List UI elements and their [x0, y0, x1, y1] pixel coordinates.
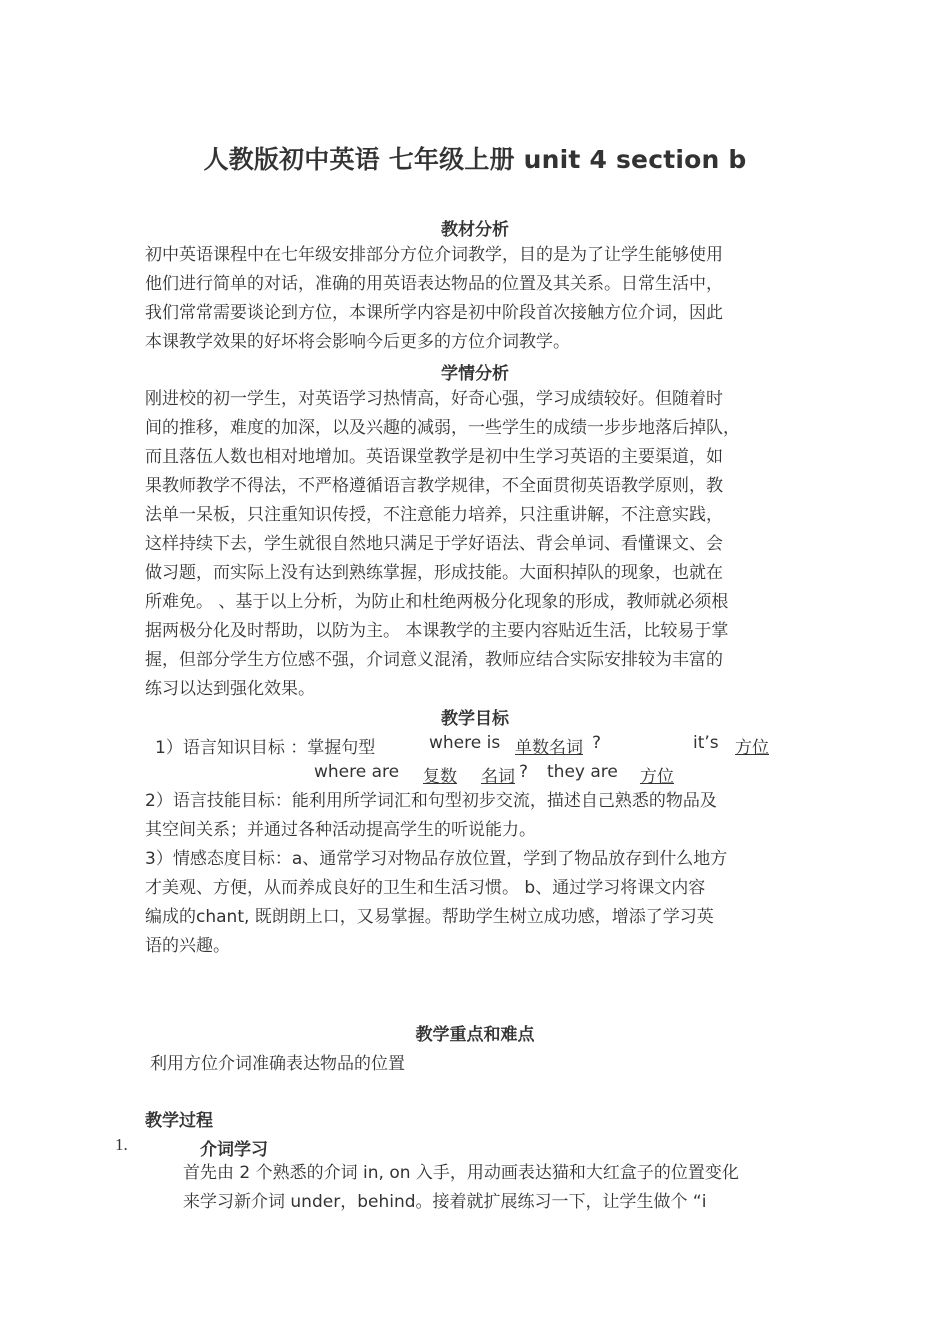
process-item-1-body	[183, 1159, 813, 1217]
text-line: 语的兴趣。	[145, 936, 230, 956]
goal-item-3	[145, 845, 810, 961]
text-line: 间的推移，难度的加深，以及兴趣的减弱，一些学生的成绩一步步地落后掉队，	[145, 418, 740, 438]
text-line: 法单一呆板，只注重知识传授，不注意能力培养，只注重讲解，不注意实践，	[145, 505, 723, 525]
heading-key-points: 教学重点和难点	[415, 1025, 535, 1045]
goal-item-2	[145, 787, 810, 845]
paragraph-student-analysis	[145, 385, 810, 704]
text-line: 3）情感态度目标：a、通常学习对物品存放位置，学到了物品放存到什么地方	[145, 849, 728, 869]
goal-1-text: where is	[429, 733, 501, 753]
heading-student-analysis: 学情分析	[441, 364, 509, 384]
text-line: 据两极分化及时帮助，以防为主。 本课教学的主要内容贴近生活，比较易于掌	[145, 621, 729, 641]
goal-1-text: where are	[314, 762, 400, 782]
list-number: 1.	[115, 1135, 128, 1154]
goal-1-underlined: 方位	[640, 767, 674, 787]
text-line: 他们进行简单的对话，准确的用英语表达物品的位置及其关系。日常生活中，	[145, 274, 723, 294]
text-line: 本课教学效果的好坏将会影响今后更多的方位介词教学。	[145, 332, 570, 352]
text-line: 做习题，而实际上没有达到熟练掌握，形成技能。大面积掉队的现象，也就在	[145, 563, 723, 583]
document-title: 人教版初中英语 七年级上册 unit 4 section b	[203, 145, 747, 174]
heading-teaching-goals: 教学目标	[441, 709, 509, 729]
goal-1-underlined: 复数	[423, 767, 457, 787]
key-points-text: 利用方位介词准确表达物品的位置	[150, 1054, 405, 1074]
heading-teaching-process: 教学过程	[145, 1111, 213, 1131]
goal-1-underlined: 方位	[735, 738, 769, 758]
text-line: 初中英语课程中在七年级安排部分方位介词教学，目的是为了让学生能够使用	[145, 245, 723, 265]
goal-1-underlined: 单数名词	[515, 738, 583, 758]
text-line: 刚进校的初一学生，对英语学习热情高，好奇心强，学习成绩较好。但随着时	[145, 389, 723, 409]
goal-1-text: they are	[547, 762, 618, 782]
goal-1-text: ?	[592, 733, 602, 753]
text-line: 我们常常需要谈论到方位，本课所学内容是初中阶段首次接触方位介词，因此	[145, 303, 723, 323]
text-line: 果教师教学不得法，不严格遵循语言教学规律，不全面贯彻英语教学原则，教	[145, 476, 723, 496]
goal-1-prefix: 1）语言知识目标 ：掌握句型	[155, 738, 376, 758]
goal-1-text: it’s	[693, 733, 719, 753]
text-line: 2）语言技能目标：能利用所学词汇和句型初步交流，描述自己熟悉的物品及	[145, 791, 717, 811]
paragraph-material-analysis	[145, 241, 810, 357]
goal-1-underlined: 名词	[481, 767, 515, 787]
process-item-1-title: 介词学习	[200, 1140, 268, 1160]
text-line: 其空间关系；并通过各种活动提高学生的听说能力。	[145, 820, 536, 840]
text-line: 这样持续下去，学生就很自然地只满足于学好语法、背会单词、看懂课文、会	[145, 534, 723, 554]
text-line: 首先由 2 个熟悉的介词 in, on 入手，用动画表达猫和大红盒子的位置变化	[183, 1163, 739, 1183]
text-line: 而且落伍人数也相对地增加。英语课堂教学是初中生学习英语的主要渠道，如	[145, 447, 723, 467]
text-line: 练习以达到强化效果。	[145, 679, 315, 699]
text-line: 握，但部分学生方位感不强，介词意义混淆，教师应结合实际安排较为丰富的	[145, 650, 723, 670]
text-line: 编成的chant, 既朗朗上口，又易掌握。帮助学生树立成功感，增添了学习英	[145, 907, 714, 927]
text-line: 所难免。 、基于以上分析，为防止和杜绝两极分化现象的形成，教师就必须根	[145, 592, 729, 612]
heading-material-analysis: 教材分析	[441, 220, 509, 240]
text-line: 才美观、方便，从而养成良好的卫生和生活习惯。 b、通过学习将课文内容	[145, 878, 706, 898]
goal-1-text: ?	[519, 762, 529, 782]
text-line: 来学习新介词 under，behind。接着就扩展练习一下，让学生做个 “i	[183, 1192, 707, 1212]
